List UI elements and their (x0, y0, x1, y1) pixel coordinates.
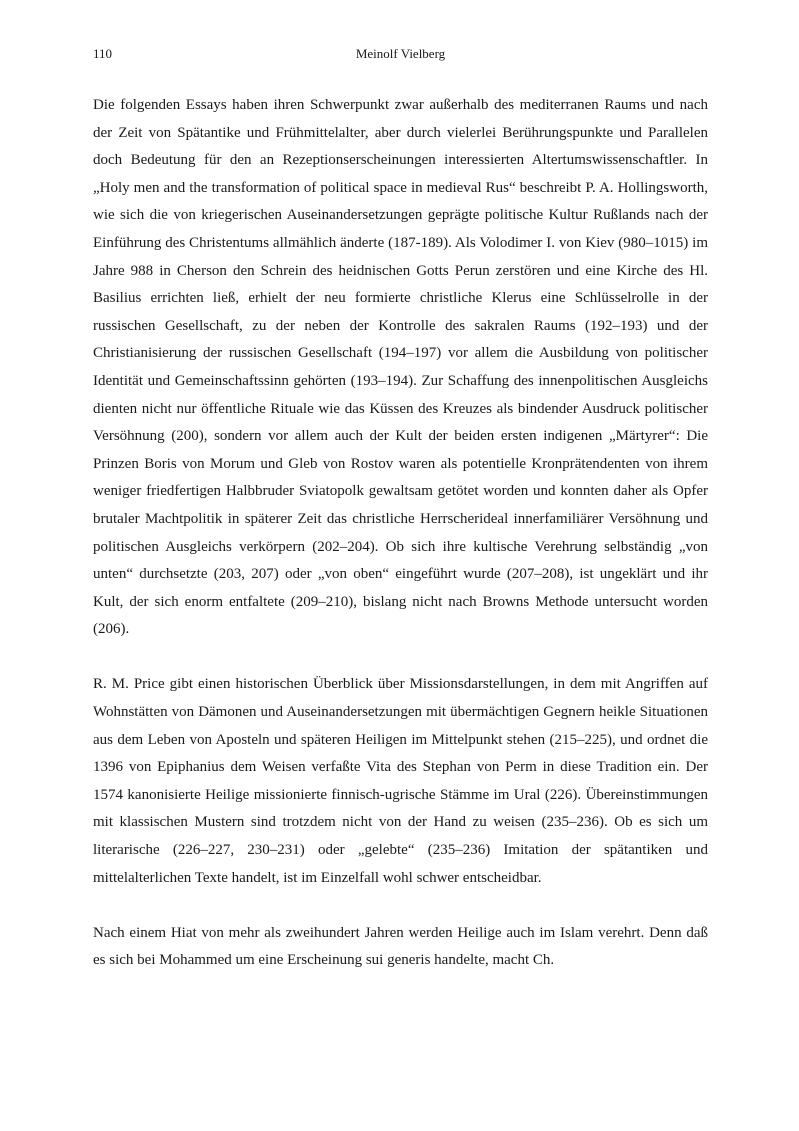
body-text (93, 92, 708, 975)
paragraph-price: R. M. Price gibt einen historischen Überblick über Missionsdarstellungen, in dem mit Angriffen auf Wohnstätten von Dämonen und Auseinandersetzungen mit übermächtigen Gegnern heikle Situationen aus dem Leben von Aposteln und späteren Heiligen im Mittelpunkt stehen (215–225), und ordnet die 1396 von Epiphanius dem Weisen verfaßte Vita des Stephan von Perm in diese Tradition ein. Der 1574 kanonisierte Heilige missionierte finnisch-ugrische Stämme im Ural (226). Übereinstimmungen mit klassischen Mustern sind trotzdem nicht von der Hand zu weisen (235–236). Ob es sich um literarische (226–227, 230–231) oder „gelebte“ (235–236) Imitation der spätantiken und mittelalterlichen Texte handelt, ist im Einzelfall wohl schwer entscheidbar. (93, 676, 708, 886)
paragraph-islam: Nach einem Hiat von mehr als zweihundert Jahren werden Heilige auch im Islam verehrt. Denn daß es sich bei Mohammed um eine Erscheinung sui generis handelte, macht Ch. (93, 924, 708, 969)
running-head (93, 46, 708, 68)
paragraph-hollingsworth: Die folgenden Essays haben ihren Schwerpunkt zwar außerhalb des mediterranen Raums und nach der Zeit von Spätantike und Frühmittelalter, aber durch vielerlei Berührungspunkte und Parallelen doch Bedeutung für den an Rezeptionserscheinungen interessierten Altertumswissenschaftler. In „Holy men and the transformation of political space in medieval Rus“ beschreibt P. A. Hollingsworth, wie sich die von kriegerischen Auseinandersetzungen geprägte politische Kultur Rußlands nach der Einführung des Christentums allmählich änderte (187-189). Als Volodimer I. von Kiev (980–1015) im Jahre 988 in Cherson den Schrein des heidnischen Gotts Perun zerstören und eine Kirche des Hl. Basilius errichten ließ, erhielt der neu formierte christliche Klerus eine Schlüsselrolle in der russischen Gesellschaft, zu der neben der Kontrolle des sakralen Raums (192–193) und der Christianisierung der russischen Gesellschaft (194–197) vor allem die Ausbildung von politischer Identität und Gemeinschaftssinn gehörten (193–194). Zur Schaffung des innenpolitischen Ausgleichs dienten nicht nur öffentliche Rituale wie das Küssen des Kreuzes als bindender Ausdruck politischer Versöhnung (200), sondern vor allem auch der Kult der beiden ersten indigenen „Märtyrer“: Die Prinzen Boris von Morum und Gleb von Rostov waren als potentielle Kronprätendenten von ihrem weniger friedfertigen Halbbruder Sviatopolk gewaltsam getötet worden und konnten daher als Opfer brutaler Machtpolitik in späterer Zeit das christliche Herrscherideal innerfamiliärer Versöhnung und politischen Ausgleichs verkörpern (202–204). Ob sich ihre kultische Verehrung selbständig „von unten“ durchsetzte (203, 207) oder „von oben“ eingeführt wurde (207–208), ist ungeklärt und ihr Kult, der sich enorm entfaltete (209–210), bislang nicht nach Browns Methode untersucht worden (206). (93, 97, 708, 638)
document-page (93, 46, 708, 975)
running-title-author: Meinolf Vielberg (355, 46, 446, 61)
page-number: 110 (93, 46, 113, 61)
